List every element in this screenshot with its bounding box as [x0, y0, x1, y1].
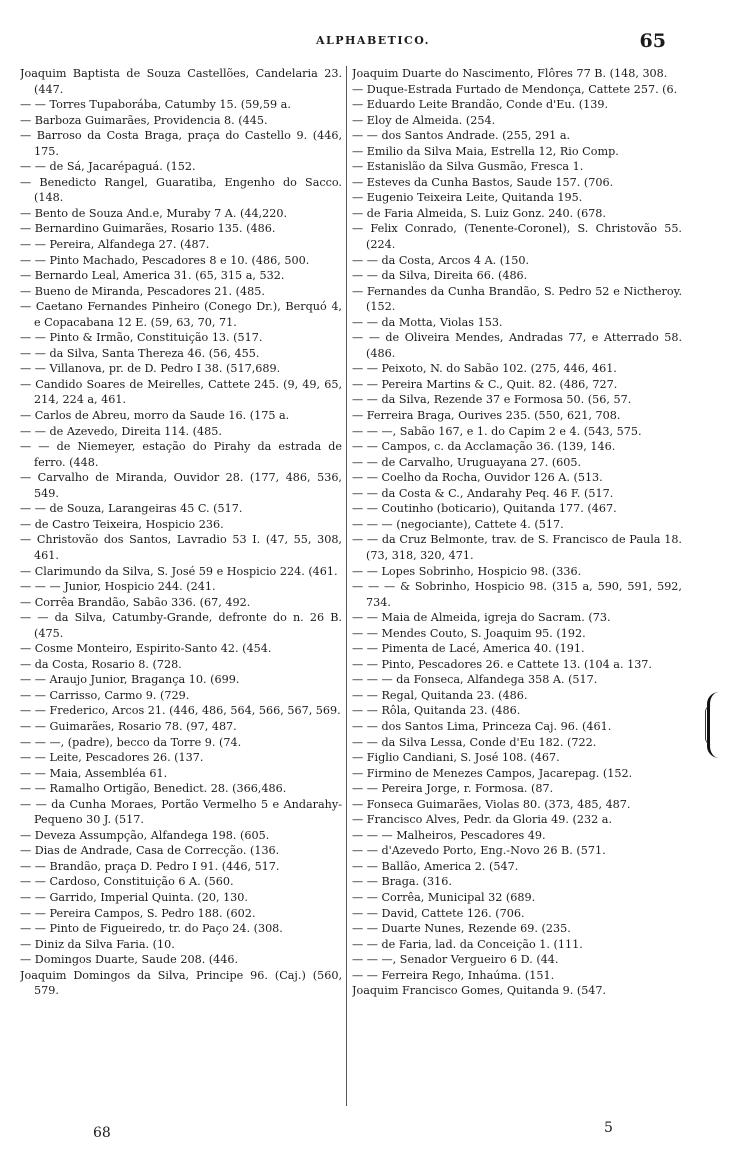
- directory-entry: — Eduardo Leite Brandão, Conde d'Eu. (139.: [352, 98, 609, 112]
- directory-entry: — Carvalho de Miranda, Ouvidor 28. (177, 486, 536, 549.: [20, 471, 342, 500]
- directory-entry: — Corrêa Brandão, Sabão 336. (67, 492.: [20, 595, 251, 609]
- directory-entry: Joaquim Duarte do Nascimento, Flôres 77 B. (148, 308.: [352, 67, 668, 80]
- directory-entry: — Carlos de Abreu, morro da Saude 16. (175 a.: [20, 409, 290, 423]
- directory-entry: — Candido Soares de Meirelles, Cattete 245. (9, 49, 65, 214, 224 a, 461.: [20, 377, 342, 407]
- directory-entry: — — da Cunha Moraes, Portão Vermelho 5 e Andarahy-Pequeno 30 J. (517.: [20, 797, 342, 827]
- directory-entry: — — dos Santos Lima, Princeza Caj. 96. (461.: [352, 719, 612, 733]
- directory-entry: — — — da Fonseca, Alfandega 358 A. (517.: [352, 673, 598, 687]
- directory-entry: — Bernardino Guimarães, Rosario 135. (486.: [20, 222, 276, 236]
- directory-entry: — — de Azevedo, Direita 114. (485.: [20, 424, 222, 438]
- directory-entry: — — da Motta, Violas 153.: [352, 315, 503, 329]
- directory-entry: — — Pereira Campos, S. Pedro 188. (602.: [20, 906, 256, 920]
- directory-entry: — — Pinto Machado, Pescadores 8 e 10. (486, 500.: [20, 253, 310, 267]
- directory-entry: — — Pereira Jorge, r. Formosa. (87.: [352, 782, 554, 796]
- directory-entry: — — Ramalho Ortigão, Benedict. 28. (366,486.: [20, 782, 287, 796]
- directory-entry: — Benedicto Rangel, Guaratiba, Engenho do Sacco. (148.: [20, 175, 342, 205]
- directory-entry: — Caetano Fernandes Pinheiro (Conego Dr.), Berquó 4, e Copacabana 12 E. (59, 63, 70, 71.: [20, 300, 342, 329]
- directory-entry: — — Leite, Pescadores 26. (137.: [20, 751, 204, 765]
- directory-entry: — — Pinto, Pescadores 26. e Cattete 13. (104 a. 137.: [352, 657, 652, 671]
- directory-entry: — — Coelho da Rocha, Ouvidor 126 A. (513.: [352, 471, 603, 485]
- directory-entry: — — da Costa & C., Andarahy Peq. 46 F. (517.: [352, 486, 614, 500]
- directory-entry: — Bernardo Leal, America 31. (65, 315 a, 532.: [20, 269, 285, 283]
- directory-entry: — — Brandão, praça D. Pedro I 91. (446, 517.: [20, 859, 280, 873]
- directory-entry: — — Araujo Junior, Bragança 10. (699.: [20, 673, 240, 687]
- directory-entry: — — Ferreira Rego, Inhaúma. (151.: [352, 968, 555, 982]
- directory-entry: — — Duarte Nunes, Rezende 69. (235.: [352, 922, 571, 936]
- directory-entry: — — Lopes Sobrinho, Hospicio 98. (336.: [352, 564, 582, 578]
- directory-entry: — Firmino de Menezes Campos, Jacarepag. (152.: [352, 766, 633, 780]
- page-title: ALPHABETICO.: [315, 34, 430, 47]
- directory-entry: — Clarimundo da Silva, S. José 59 e Hospicio 224. (461.: [20, 564, 338, 578]
- directory-entry: — — de Niemeyer, estação do Pirahy da estrada de ferro. (448.: [20, 440, 342, 469]
- margin-bracket-mark-inner: [705, 705, 712, 745]
- column-divider: [346, 66, 347, 1106]
- directory-entry: — — Campos, c. da Acclamação 36. (139, 146.: [352, 440, 616, 454]
- page-number: 65: [639, 30, 666, 52]
- directory-entry: — — da Silva, Direita 66. (486.: [352, 269, 528, 283]
- directory-entry: — Emilio da Silva Maia, Estrella 12, Rio Comp.: [352, 144, 619, 158]
- directory-entry: — Fernandes da Cunha Brandão, S. Pedro 52 e Nictheroy. (152.: [352, 284, 682, 314]
- directory-entry: Joaquim Baptista de Souza Castellões, Candelaria 23. (447.: [20, 67, 342, 96]
- directory-entry: — — Pereira Martins & C., Quit. 82. (486, 727.: [352, 377, 618, 391]
- directory-entry: — — da Silva, Rezende 37 e Formosa 50. (56, 57.: [352, 393, 632, 407]
- directory-entry: — Barroso da Costa Braga, praça do Castello 9. (446, 175.: [20, 129, 342, 158]
- directory-entry: — — Coutinho (boticario), Quitanda 177. (467.: [352, 502, 617, 516]
- directory-entry: — — — Junior, Hospicio 244. (241.: [20, 580, 216, 594]
- directory-entry: — — Torres Tupaborába, Catumby 15. (59,59 a.: [20, 98, 291, 112]
- directory-entry: — Barboza Guimarães, Providencia 8. (445.: [20, 113, 268, 127]
- directory-entry: — Eloy de Almeida. (254.: [352, 113, 496, 127]
- directory-entry: — — Rôla, Quitanda 23. (486.: [352, 704, 521, 718]
- directory-entry: — — Mendes Couto, S. Joaquim 95. (192.: [352, 626, 586, 640]
- directory-entry: — — da Silva Lessa, Conde d'Eu 182. (722.: [352, 735, 597, 749]
- directory-entry: — Fonseca Guimarães, Violas 80. (373, 485, 487.: [352, 797, 631, 811]
- directory-entry: — — Carrisso, Carmo 9. (729.: [20, 688, 190, 702]
- directory-entry: — Estanislão da Silva Gusmão, Fresca 1.: [352, 160, 584, 174]
- directory-entry: — — — Malheiros, Pescadores 49.: [352, 828, 546, 842]
- directory-entry: — — — & Sobrinho, Hospicio 98. (315 a, 590, 591, 592, 734.: [352, 580, 682, 609]
- directory-entry: — de Castro Teixeira, Hospicio 236.: [20, 517, 224, 531]
- directory-entry: — — de Oliveira Mendes, Andradas 77, e Atterrado 58. (486.: [352, 331, 682, 360]
- footer-sheet-number: 68: [93, 1125, 111, 1141]
- directory-entry: — Bento de Souza And.e, Muraby 7 A. (44,220.: [20, 206, 288, 220]
- directory-entry: — Eugenio Teixeira Leite, Quitanda 195.: [352, 191, 583, 205]
- directory-entry: — — Braga. (316.: [352, 875, 452, 889]
- directory-entry: — — dos Santos Andrade. (255, 291 a.: [352, 129, 571, 143]
- left-column: [20, 66, 342, 1071]
- directory-entry: — — de Faria, lad. da Conceição 1. (111.: [352, 937, 583, 951]
- directory-entry: — — Pinto de Figueiredo, tr. do Paço 24. (308.: [20, 922, 283, 936]
- directory-entry: — Esteves da Cunha Bastos, Saude 157. (706.: [352, 175, 614, 189]
- directory-entry: — Duque-Estrada Furtado de Mendonça, Cattete 257. (6.: [352, 82, 678, 96]
- directory-entry: — Felix Conrado, (Tenente-Coronel), S. Christovão 55. (224.: [352, 222, 682, 252]
- directory-entry: — Cosme Monteiro, Espirito-Santo 42. (454.: [20, 642, 272, 656]
- directory-entry: — — da Costa, Arcos 4 A. (150.: [352, 253, 530, 267]
- directory-entry: — — de Souza, Larangeiras 45 C. (517.: [20, 502, 243, 516]
- directory-entry: — — Corrêa, Municipal 32 (689.: [352, 890, 536, 904]
- directory-entry: — — da Silva, Catumby-Grande, defronte do n. 26 B. (475.: [20, 611, 342, 640]
- directory-entry: — — Cardoso, Constituição 6 A. (560.: [20, 875, 234, 889]
- directory-entry: — — Pimenta de Lacé, America 40. (191.: [352, 642, 585, 656]
- directory-entry: — — Pereira, Alfandega 27. (487.: [20, 238, 210, 252]
- directory-entry: — — da Silva, Santa Thereza 46. (56, 455.: [20, 346, 260, 360]
- directory-entry: — — Maia de Almeida, igreja do Sacram. (73.: [352, 611, 611, 625]
- right-column: [352, 66, 682, 1071]
- directory-entry: — Christovão dos Santos, Lavradio 53 I. (47, 55, 308, 461.: [20, 533, 342, 562]
- directory-entry: — — Villanova, pr. de D. Pedro I 38. (517,689.: [20, 362, 281, 376]
- directory-entry: — — Pinto & Irmão, Constituição 13. (517.: [20, 331, 263, 345]
- directory-entry: — — —, (padre), becco da Torre 9. (74.: [20, 735, 242, 749]
- directory-entry: — da Costa, Rosario 8. (728.: [20, 657, 182, 671]
- directory-entry: — de Faria Almeida, S. Luiz Gonz. 240. (678.: [352, 206, 606, 220]
- directory-entry: — — da Cruz Belmonte, trav. de S. Francisco de Paula 18. (73, 318, 320, 471.: [352, 533, 682, 562]
- directory-entry: — Deveza Assumpção, Alfandega 198. (605.: [20, 828, 270, 842]
- directory-entry: — — —, Senador Vergueiro 6 D. (44.: [352, 953, 559, 967]
- directory-entry: — — Peixoto, N. do Sabão 102. (275, 446, 461.: [352, 362, 617, 376]
- directory-entry: — — David, Cattete 126. (706.: [352, 906, 525, 920]
- directory-entry: — — Frederico, Arcos 21. (446, 486, 564, 566, 567, 569.: [20, 704, 341, 718]
- footer-signature-mark: 5: [604, 1120, 613, 1136]
- directory-entry: — — —, Sabão 167, e 1. do Capim 2 e 4. (543, 575.: [352, 424, 642, 438]
- directory-entry: — — d'Azevedo Porto, Eng.-Novo 26 B. (571.: [352, 844, 606, 858]
- directory-entry: — — Ballão, America 2. (547.: [352, 859, 519, 873]
- directory-entry: Joaquim Francisco Gomes, Quitanda 9. (547.: [352, 984, 607, 998]
- directory-entry: — Dias de Andrade, Casa de Correcção. (136.: [20, 844, 280, 858]
- directory-entry: — Francisco Alves, Pedr. da Gloria 49. (232 a.: [352, 813, 612, 827]
- directory-entry: — — Guimarães, Rosario 78. (97, 487.: [20, 719, 237, 733]
- directory-entry: — — de Carvalho, Uruguayana 27. (605.: [352, 455, 582, 469]
- directory-entry: — — Maia, Assembléa 61.: [20, 766, 168, 780]
- directory-entry: — Bueno de Miranda, Pescadores 21. (485.: [20, 284, 265, 298]
- directory-entry: — Ferreira Braga, Ourives 235. (550, 621, 708.: [352, 409, 621, 423]
- directory-entry: — — de Sá, Jacarépaguá. (152.: [20, 160, 196, 174]
- directory-entry: — Figlio Candiani, S. José 108. (467.: [352, 751, 560, 765]
- directory-entry: — — Regal, Quitanda 23. (486.: [352, 688, 528, 702]
- directory-entry: — — — (negociante), Cattete 4. (517.: [352, 517, 564, 531]
- directory-entry: — Diniz da Silva Faria. (10.: [20, 937, 175, 951]
- directory-entry: — Domingos Duarte, Saude 208. (446.: [20, 953, 239, 967]
- directory-entry: Joaquim Domingos da Silva, Principe 96. (Caj.) (560, 579.: [20, 968, 342, 998]
- directory-entry: — — Garrido, Imperial Quinta. (20, 130.: [20, 890, 248, 904]
